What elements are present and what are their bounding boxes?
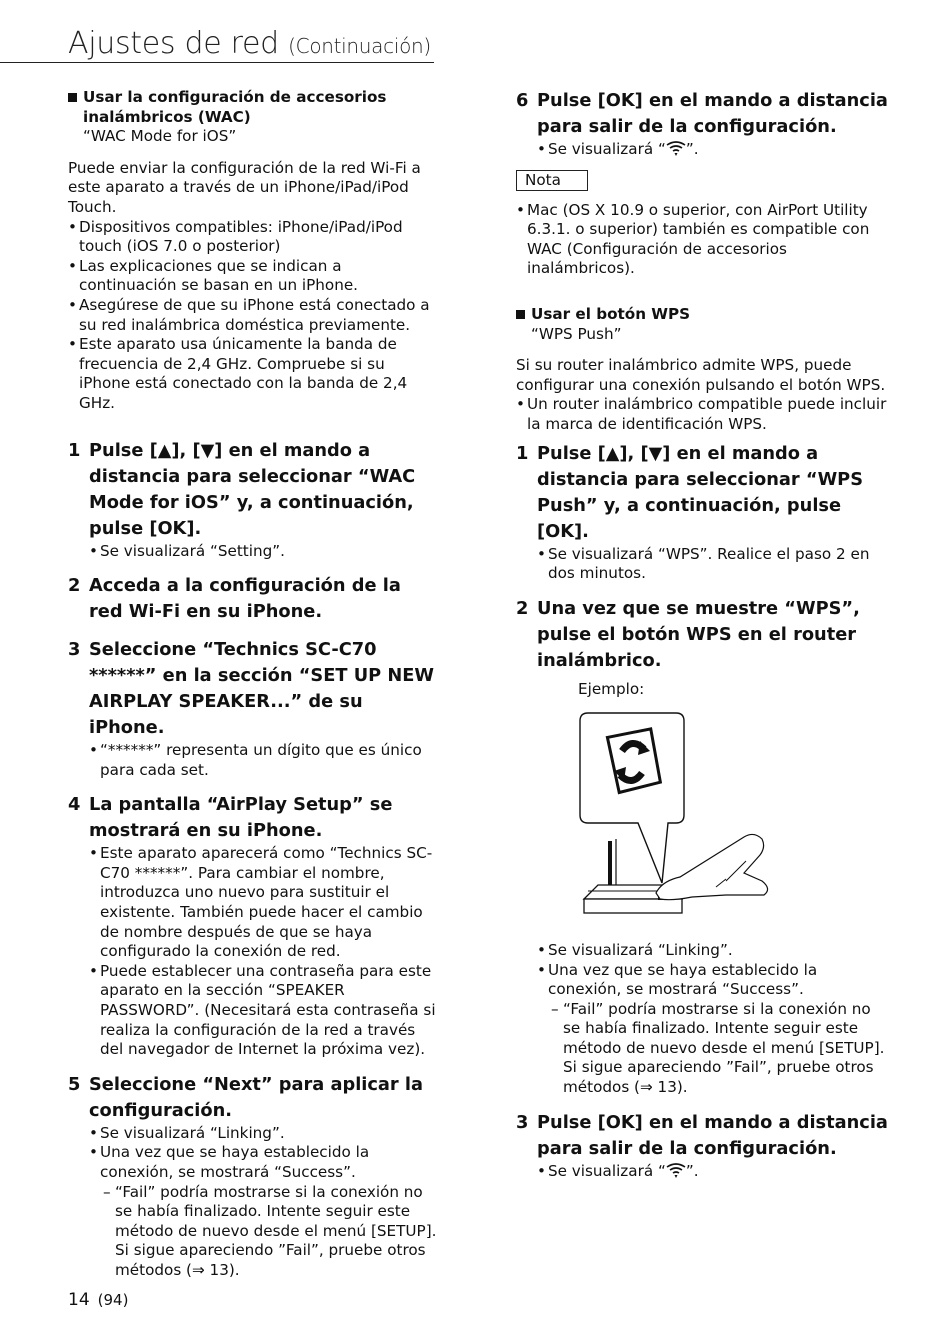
step-note: • Se visualizará “ ”. (537, 1162, 890, 1182)
step-note: • Se visualizará “Setting”. (89, 542, 438, 562)
example-label: Ejemplo: (578, 679, 645, 698)
square-bullet-icon (68, 93, 77, 102)
step-note: • Se visualizará “WPS”. Realice el paso 2 en dos minutos. (537, 545, 890, 584)
title-divider (0, 62, 434, 63)
list-item: • Este aparato usa únicamente la banda de frecuencia de 2,4 GHz. Compruebe si su iPhone está conectado con la banda de 2,4 GHz. (68, 335, 438, 413)
wps-mode-label: “WPS Push” (531, 324, 622, 343)
nota-label: Nota (516, 170, 588, 191)
list-item: • Un router inalámbrico compatible puede incluir la marca de identificación WPS. (516, 395, 890, 434)
step-subnote: – “Fail” podría mostrarse si la conexión no se había finalizado. Intente seguir este método de nuevo desde el menú [SETUP]. Si sigue apareciendo ”Fail”, pruebe otros métodos (⇒ 13). (537, 1000, 890, 1098)
router-icon (584, 839, 682, 913)
list-item: • Las explicaciones que se indican a continuación se basan en un iPhone. (68, 257, 438, 296)
step-subnote: – “Fail” podría mostrarse si la conexión no se había finalizado. Intente seguir este método de nuevo desde el menú [SETUP]. Si sigue apareciendo ”Fail”, pruebe otros métodos (⇒ 13). (89, 1183, 438, 1281)
page-subtitle: (Continuación) (288, 34, 431, 58)
page-number-alt: (94) (97, 1291, 129, 1309)
step-3: 3 Seleccione “Technics SC-C70 ******” en la sección “SET UP NEW AIRPLAY SPEAKER...” de su iPhone. (68, 639, 435, 739)
step-note: • Una vez que se haya establecido la conexión, se mostrará “Success”. (89, 1143, 438, 1182)
step-note: • Se visualizará “Linking”. (537, 941, 890, 961)
step-note: • Puede establecer una contraseña para este aparato en la sección “SPEAKER PASSWORD”. (Necesitará esta contraseña si realiza la configuración de la red a través del navegador de Internet la próxima vez). (89, 962, 438, 1060)
step-note: • Se visualizará “Linking”. (89, 1124, 438, 1144)
wac-section-heading: Usar la configuración de accesorios inalámbricos (WAC) (68, 88, 438, 127)
wifi-status-icon (666, 141, 686, 157)
left-column (68, 88, 438, 1281)
nota-text: • Mac (OS X 10.9 o superior, con AirPort Utility 6.3.1. o superior) también es compatible con WAC (Configuración de accesorios inalámbricos). (516, 201, 890, 279)
wac-intro: Puede enviar la configuración de la red Wi-Fi a este aparato a través de un iPhone/iPad/iPod Touch. (68, 158, 421, 216)
step-note: • Una vez que se haya establecido la conexión, se mostrará “Success”. (537, 961, 890, 1000)
wps-intro: Si su router inalámbrico admite WPS, puede configurar una conexión pulsando el botón WPS. (516, 356, 886, 394)
wps-step-3: 3 Pulse [OK] en el mando a distancia para salir de la configuración. (516, 1111, 888, 1159)
step-2: 2 Acceda a la configuración de la red Wi-Fi en su iPhone. (68, 575, 401, 623)
hand-icon (656, 835, 768, 900)
wps-step-2: 2 Una vez que se muestre “WPS”, pulse el botón WPS en el router inalámbrico. (516, 597, 860, 671)
step-6: 6 Pulse [OK] en el mando a distancia para salir de la configuración. (516, 90, 888, 137)
list-item: • Dispositivos compatibles: iPhone/iPad/iPod touch (iOS 7.0 o posterior) (68, 218, 438, 257)
wac-mode-label: “WAC Mode for iOS” (83, 127, 237, 146)
page-number: 14 (94) (68, 1290, 129, 1310)
step-note: • “******” representa un dígito que es único para cada set. (89, 741, 438, 780)
right-column (516, 88, 890, 1181)
page-title: Ajustes de red (Continuación) (68, 26, 431, 61)
step-note: • Este aparato aparecerá como “Technics SC-C70 ******”. Para cambiar el nombre, introduzca uno nuevo para sustituir el existente. También puede hacer el cambio de nombre después de que se haya configurado la conexión de red. (89, 844, 438, 962)
step-1: 1 Pulse [▲], [▼] en el mando a distancia para seleccionar “WAC Mode for iOS” y, a continuación, pulse [OK]. (68, 439, 416, 539)
square-bullet-icon (516, 310, 525, 319)
step-note: • Se visualizará “ ”. (537, 140, 890, 160)
wps-step-1: 1 Pulse [▲], [▼] en el mando a distancia para seleccionar “WPS Push” y, a continuación, pulse [OK]. (516, 442, 864, 542)
step-5: 5 Seleccione “Next” para aplicar la configuración. (68, 1073, 423, 1121)
wifi-status-icon (666, 1163, 686, 1179)
wps-router-illustration (576, 711, 896, 927)
wps-section-heading: Usar el botón WPS (516, 305, 890, 325)
step-4: 4 La pantalla “AirPlay Setup” se mostrará en su iPhone. (68, 794, 393, 842)
list-item: • Asegúrese de que su iPhone está conectado a su red inalámbrica doméstica previamente. (68, 296, 438, 335)
